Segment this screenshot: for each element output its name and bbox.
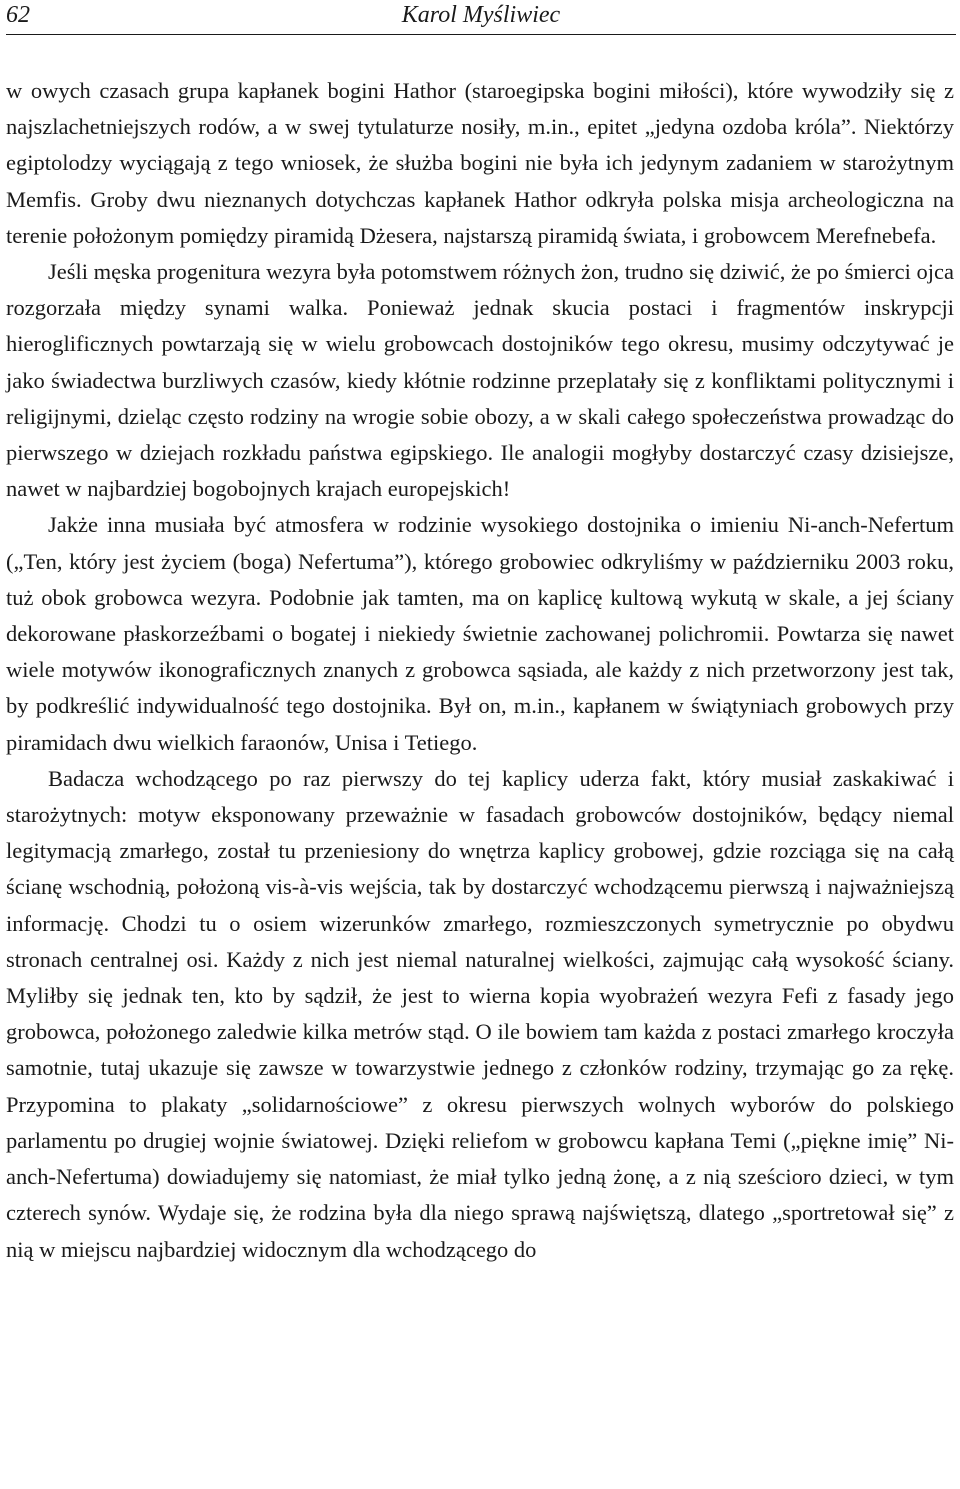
page-number: 62 [6,2,30,28]
paragraph: Jakże inna musiała być atmosfera w rodzinie wysokiego dostojnika o imieniu Ni-anch-Nefertum („Ten, który jest życiem (boga) Nefertuma”), którego grobowiec odkryliśmy w październiku 2003 roku, tuż obok grobowca wezyra. Podobnie jak tamten, ma on kaplicę kultową wykutą w skale, a jej ściany dekorowane płaskorzeźbami o bogatej i niekiedy świetnie zachowanej polichromii. Powtarza się nawet wiele motywów ikonograficznych znanych z grobowca sąsiada, ale każdy z nich przetworzony jest tak, by podkreślić indywidualność tego dostojnika. Był on, m.in., kapłanem w świątyniach grobowych przy piramidach dwu wielkich faraonów, Unisa i Tetiego. [6,512,954,755]
running-head-author: Karol Myśliwiec [401,2,561,28]
paragraph-continued: w owych czasach grupa kapłanek bogini Hathor (staroegipska bogini miłości), które wywodziły się z najszlachetniejszych rodów, a w swej tytulaturze nosiły, m.in., epitet „jedyna ozdoba króla”. Niektórzy egiptolodzy wyciągają z tego wniosek, że służba bogini nie była ich jedynym zadaniem w starożytnym Memfis. Groby dwu nieznanych dotychczas kapłanek Hathor odkryła polska misja archeologiczna na terenie położonym pomiędzy piramidą Dżesera, najstarszą piramidą świata, i grobowcem Merefnebefa. [6,78,954,248]
paragraph: Jeśli męska progenitura wezyra była potomstwem różnych żon, trudno się dziwić, że po śmierci ojca rozgorzała między synami walka. Ponieważ jednak skucia postaci i fragmentów inskrypcji hieroglificznych powtarzają się w wielu grobowcach dostojników tego okresu, musimy odczytywać je jako świadectwa burzliwych czasów, kiedy kłótnie rodzinne przeplatały się z konfliktami politycznymi i religijnymi, dzieląc często rodziny na wrogie sobie obozy, a w skali całego społeczeństwa prowadząc do pierwszego w dziejach rozkładu państwa egipskiego. Ile analogii mogłyby dostarczyć czasy dzisiejsze, nawet w najbardziej bogobojnych krajach europejskich! [6,259,954,502]
running-head [6,0,956,30]
paragraph: Badacza wchodzącego po raz pierwszy do tej kaplicy uderza fakt, który musiał zaskakiwać i starożytnych: motyw eksponowany przeważnie w fasadach grobowców dostojników, będący niemal legitymacją zmarłego, został tu przeniesiony do wnętrza kaplicy grobowej, gdzie rozciąga się na całą ścianę wschodnią, położoną vis-à-vis wejścia, tak by dostarczyć wchodzącemu pierwszą i najważniejszą informację. Chodzi tu o osiem wizerunków zmarłego, rozmieszczonych symetrycznie po obydwu stronach centralnej osi. Każdy z nich jest niemal naturalnej wielkości, zajmując całą wysokość ściany. Myliłby się jednak ten, kto by sądził, że jest to wierna kopia wyobrażeń wezyra Fefi z fasady jego grobowca, położonego zaledwie kilka metrów stąd. O ile bowiem tam każda z postaci zmarłego kroczyła samotnie, tutaj ukazuje się zawsze w towarzystwie jednego z członków rodziny, trzymając go za rękę. Przypomina to plakaty „solidarnościowe” z okresu pierwszych wolnych wyborów do polskiego parlamentu po drugiej wojnie światowej. Dzięki reliefom w grobowcu kapłana Temi („piękne imię” Ni-anch-Nefertuma) dowiadujemy się natomiast, że miał tylko jedną żonę, a z nią sześcioro dzieci, w tym czterech synów. Wydaje się, że rodzina była dla niego sprawą najświętszą, dlatego „sportretował się” z nią w miejscu najbardziej widocznym dla wchodzącego do [6,765,954,1262]
body-text [6,73,954,1268]
header-rule [6,34,956,35]
